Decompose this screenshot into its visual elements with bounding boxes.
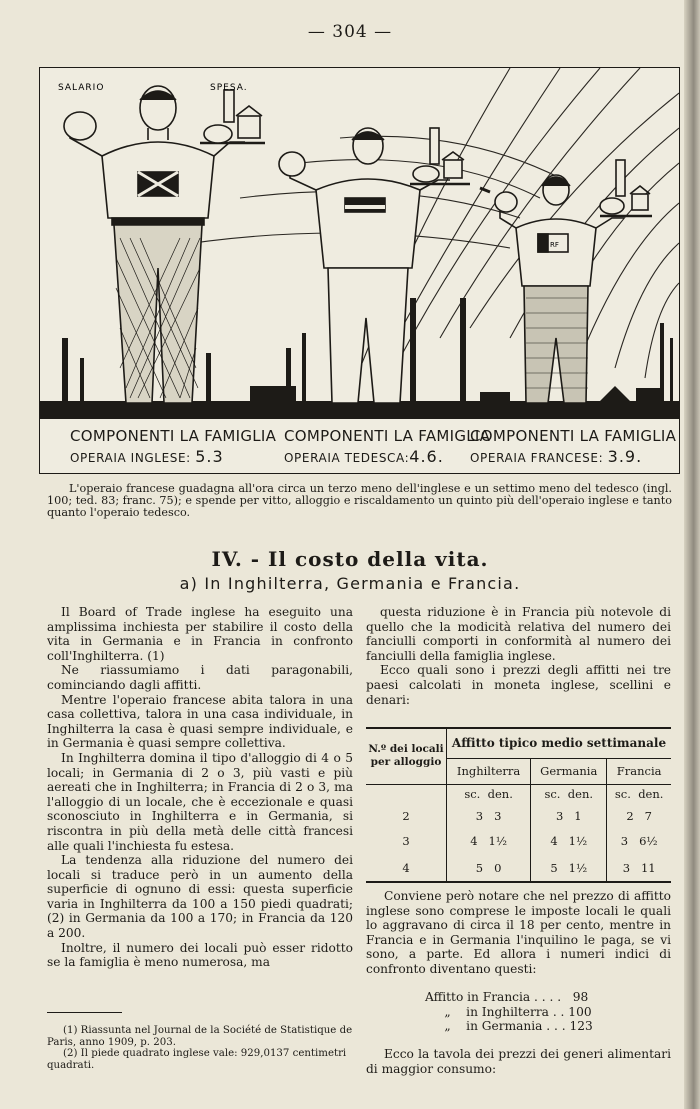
left-paragraph: Inoltre, il numero dei locali può esser ridotto se la famiglia è meno numerosa, ma bbox=[47, 940, 353, 970]
footnote-rule bbox=[47, 1012, 122, 1013]
figure-captions bbox=[40, 418, 679, 474]
figure-note-text: L'operaio francese guadagna all'ora circa un terzo meno dell'inglese e un settimo meno del tedesco (ingl. 100; ted. 83; franc. 75); e spende per vitto, alloggio e riscaldamento un quinto più dell'operaio inglese e tanto quanto l'operaio tedesco. bbox=[47, 482, 672, 519]
left-column bbox=[47, 605, 353, 970]
right-column bbox=[366, 605, 671, 707]
right-paragraph: Ecco quali sono i prezzi degli affitti nei tre paesi calcolati in moneta inglese, scellini e denari: bbox=[366, 663, 671, 707]
left-paragraph: La tendenza alla riduzione del numero dei locali si traduce però in un aumento della superficie di ognuno di essi: questa superficie varia in Inghilterra da 100 a 150 piedi quadrati; (2) in Germania da 100 a 170; in Francia da 120 a 200. bbox=[47, 853, 353, 941]
left-paragraph: Ne riassumiamo i dati paragonabili, cominciando dagli affitti. bbox=[47, 663, 353, 692]
page-number: — 304 — bbox=[307, 22, 393, 42]
salary-label: SALARIO bbox=[58, 83, 105, 93]
section-title: IV. - Il costo della vita. bbox=[211, 547, 489, 571]
caption-english-value: 5.3 bbox=[195, 447, 224, 466]
shirt-label-rf: RF bbox=[550, 241, 559, 249]
caption-french-value: 3.9. bbox=[607, 447, 643, 466]
rent-table-units: sc. den. bbox=[531, 784, 607, 804]
table-row: 2 3 3 3 1 2 7 bbox=[366, 804, 671, 828]
table-row: 4 5 0 5 1½ 3 11 bbox=[366, 854, 671, 882]
caption-french-line2: OPERAIA FRANCESE: bbox=[470, 451, 604, 465]
expense-label: SPESA. bbox=[210, 83, 248, 93]
footnote: (2) Il piede quadrato inglese vale: 929,0137 centimetri quadrati. bbox=[47, 1048, 347, 1071]
caption-german-line2: OPERAIA TEDESCA: bbox=[284, 451, 410, 465]
caption-german-line1: COMPONENTI LA FAMIGLIA bbox=[284, 427, 491, 445]
footnotes bbox=[47, 1025, 353, 1071]
index-numbers bbox=[425, 990, 593, 1034]
closing-paragraph: Ecco la tavola dei prezzi dei generi alimentari di maggior consumo: bbox=[366, 1047, 671, 1076]
left-paragraph: In Inghilterra domina il tipo d'alloggio di 4 o 5 locali; in Germania di 2 o 3, più vasti e più aereati che in Inghilterra; in Francia di 2 o 3, ma l'alloggio di un locale, che è eccezionale e quasi sconosciuto in Inghilterra e in Germania, si riscontra in più della metà delle città francesi alle quali l'inchiesta fu estesa. bbox=[47, 750, 353, 853]
caption-english-line1: COMPONENTI LA FAMIGLIA bbox=[70, 427, 277, 445]
caption-german-value: 4.6. bbox=[409, 447, 444, 466]
caption-german bbox=[284, 427, 490, 466]
caption-english bbox=[70, 427, 276, 466]
rent-table-units: sc. den. bbox=[607, 784, 671, 804]
rent-table bbox=[366, 727, 671, 883]
rent-table-units: sc. den. bbox=[447, 784, 531, 804]
caption-english-line2: OPERAIA INGLESE: bbox=[70, 451, 191, 465]
subsection-title: a) In Inghilterra, Germania e Francia. bbox=[179, 574, 521, 593]
after-table-paragraph: Conviene però notare che nel prezzo di affitto inglese sono comprese le imposte locali le quali lo aggravano di circa il 18 per cento, mentre in Francia e in Germania l'inquilino le paga, se vi sono, a parte. Ed allora i numeri indici di confronto diventano questi: bbox=[366, 889, 671, 976]
illustration-figure bbox=[39, 67, 680, 474]
right-paragraph: questa riduzione è in Francia più notevole di quello che la modicità relativa del numero dei fanciulli comporti in conformità al numero dei fanciulli della famiglia inglese. bbox=[366, 605, 671, 663]
left-paragraph: Mentre l'operaio francese abita talora in una casa collettiva, talora in una casa individuale, in Inghilterra la casa è quasi sempre individuale, e in Germania è quasi sempre collettiva. bbox=[47, 692, 353, 751]
index-line: „ in Germania . . . 123 bbox=[425, 1019, 593, 1034]
caption-french bbox=[470, 427, 676, 466]
index-line: Affitto in Francia . . . . 98 bbox=[425, 990, 589, 1004]
table-row: 3 4 1½ 4 1½ 3 6½ bbox=[366, 828, 671, 854]
footnote: (1) Riassunta nel Journal de la Société de Statistique de Paris, anno 1909, p. 203. bbox=[47, 1025, 353, 1048]
caption-french-line1: COMPONENTI LA FAMIGLIA bbox=[470, 427, 677, 445]
left-paragraph: Il Board of Trade inglese ha eseguito una amplissima inchiesta per stabilire il costo della vita in Germania e in Francia in confronto coll'Inghilterra. (1) bbox=[47, 605, 353, 663]
figure-note bbox=[47, 483, 672, 519]
rent-table-country: Inghilterra bbox=[447, 758, 531, 784]
workers-illustration bbox=[40, 68, 679, 418]
rent-table-group-header: Affitto tipico medio settimanale bbox=[447, 728, 672, 758]
rent-table-rooms-header: N.º dei locali per alloggio bbox=[368, 743, 444, 769]
rent-table-country: Germania bbox=[531, 758, 607, 784]
rent-table-country: Francia bbox=[607, 758, 671, 784]
index-line: „ in Inghilterra . . 100 bbox=[425, 1004, 592, 1019]
